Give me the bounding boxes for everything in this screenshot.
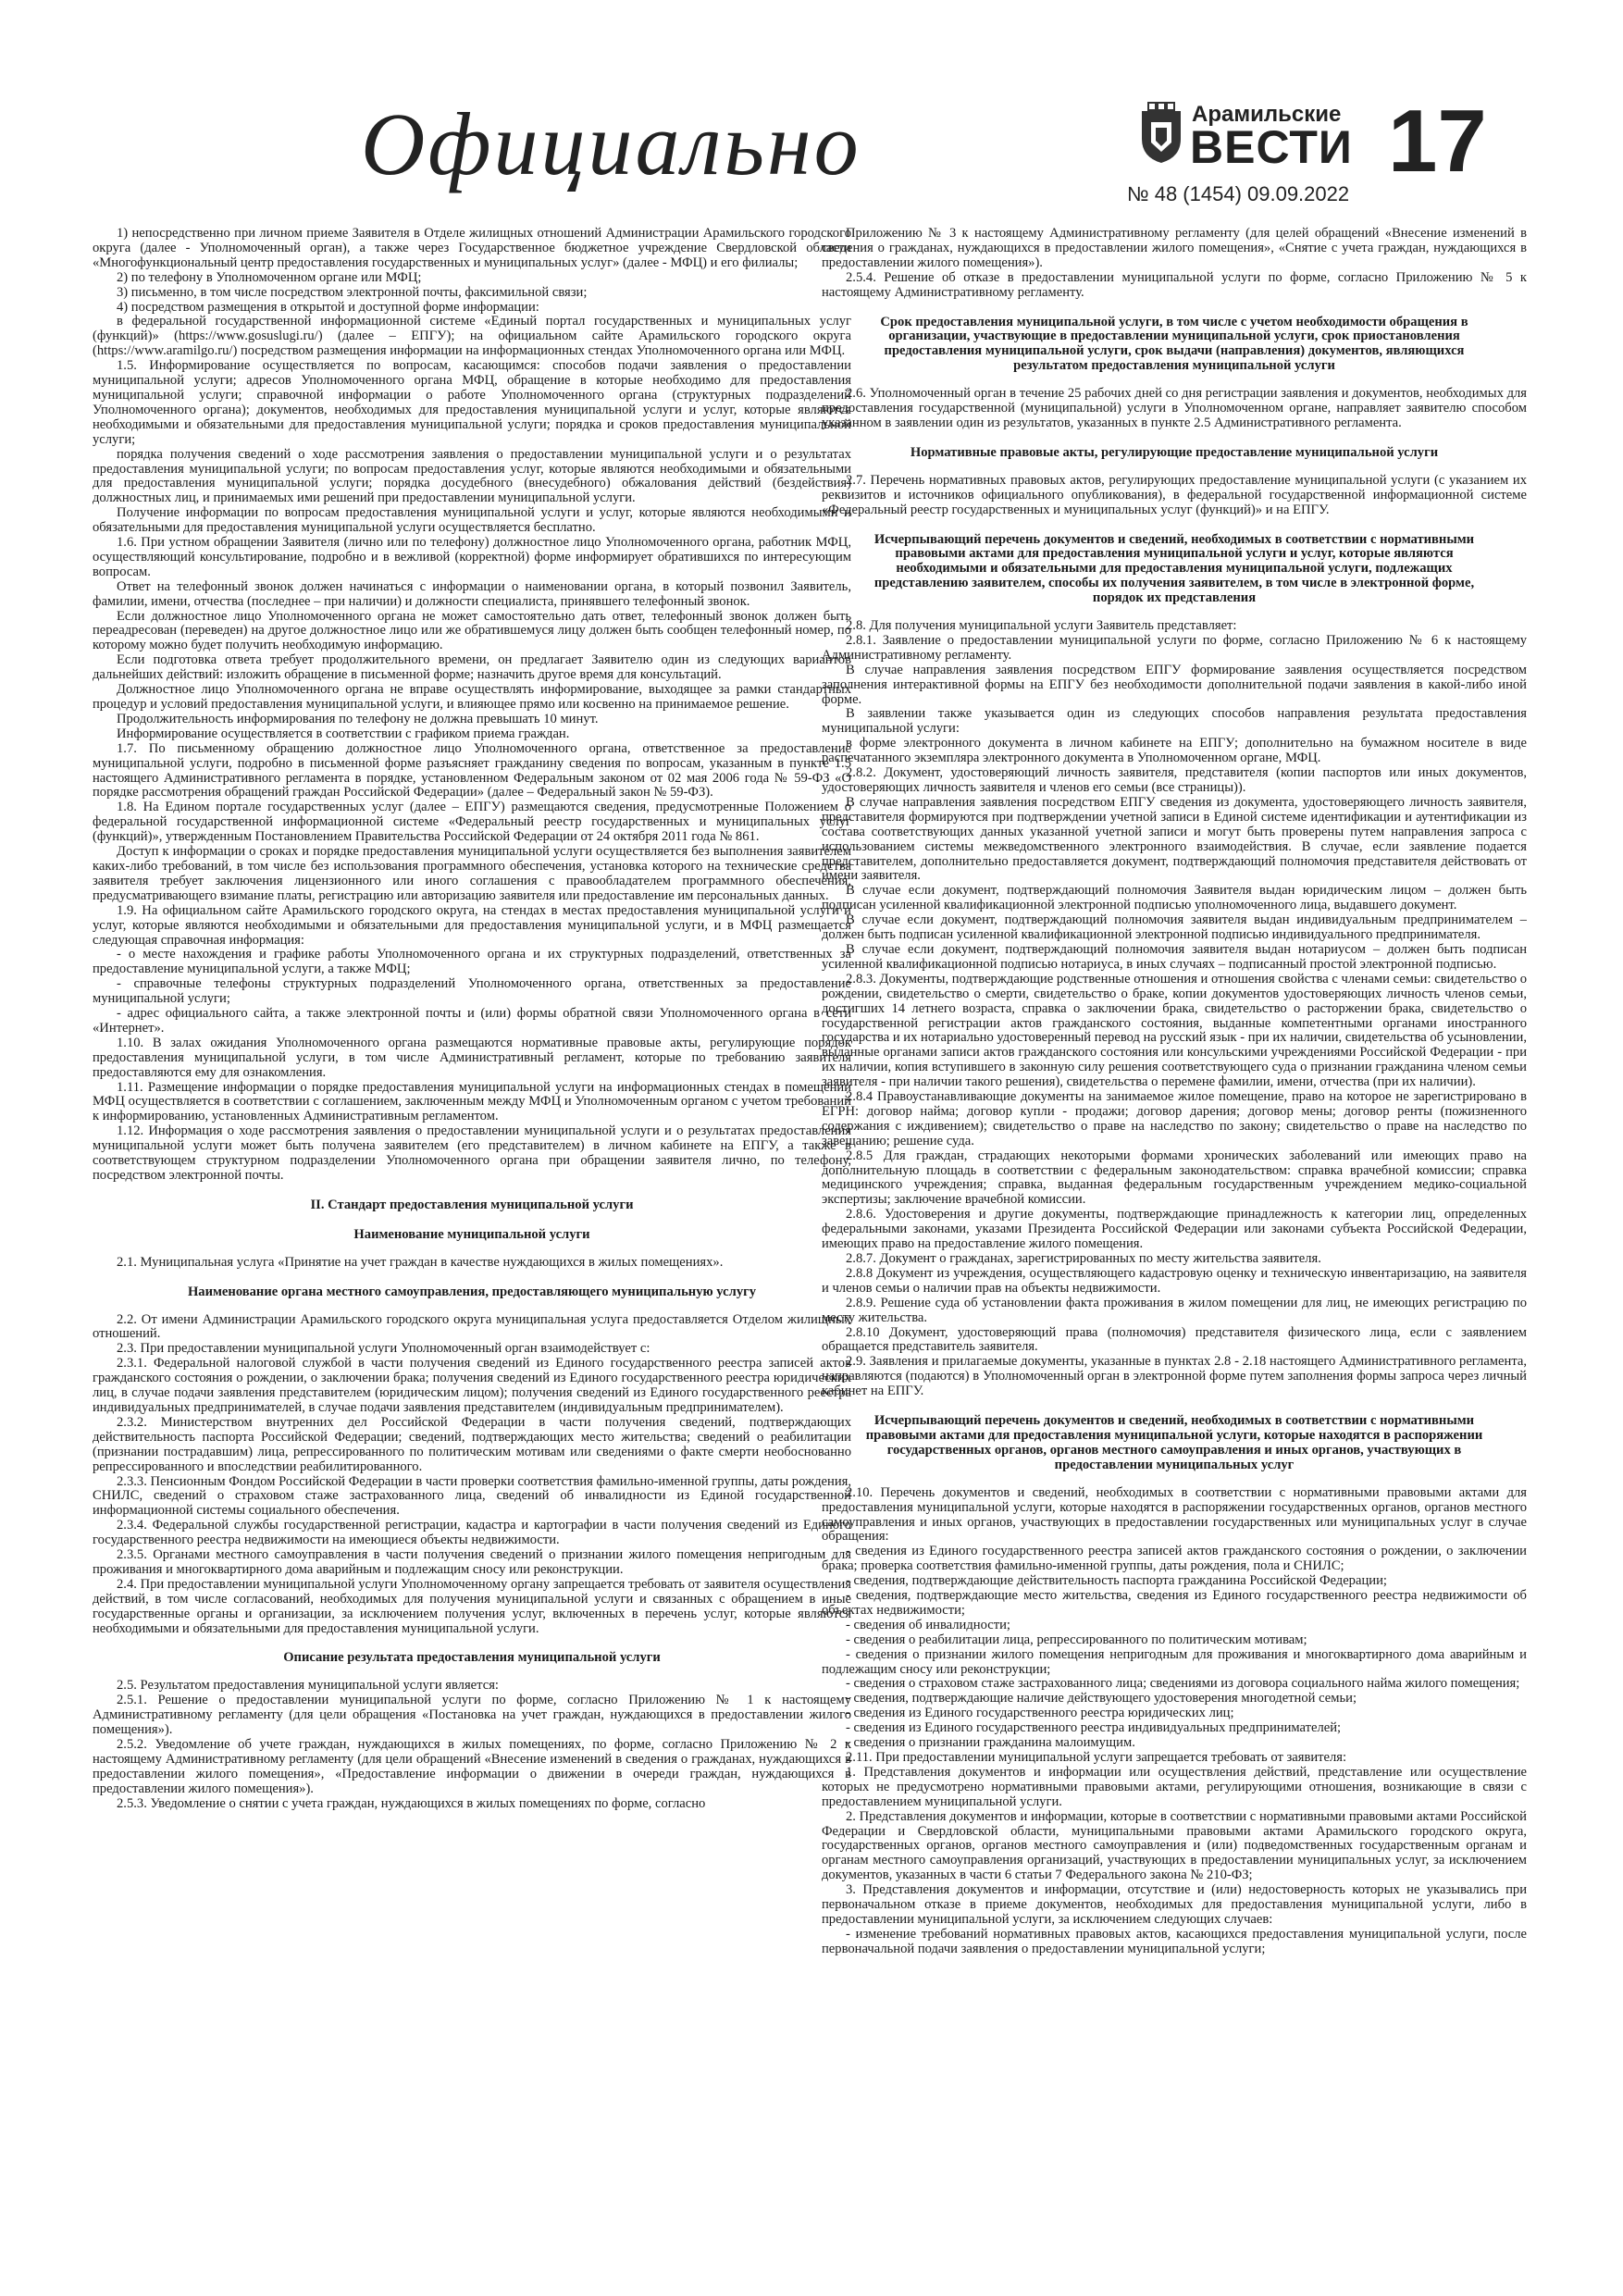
coat-of-arms-icon	[1138, 102, 1184, 165]
paragraph: - сведения из Единого государственного реестра индивидуальных предпринимателей;	[846, 1720, 1342, 1736]
section-heading: Срок предоставления муниципальной услуги, в том числе с учетом необходимости обращения в организации, участвующие в предоставлении муниципальной услуги, срок приостановления предоставления муниципальной услуги, срок выдачи (направления) документов, являющихся результатом предоставления муниципальной услуги	[880, 314, 1468, 374]
paragraph: 2.7. Перечень нормативных правовых актов, регулирующих предоставление муниципальной услуги (с указанием их реквизитов и источников официального опубликования), в федеральной государственной информационной системе «Федеральный реестр государственных и муниципальных услуг (функций)» и на ЕПГУ.	[822, 472, 1527, 517]
newspaper-logo	[1138, 102, 1360, 176]
paragraph: 1. Представления документов и информации или осуществления действий, представление или осуществление которых не предусмотрено нормативными правовыми актами, регулирующими отношения, возникающие в связи с предоставлением муниципальной услуги.	[822, 1764, 1527, 1809]
paragraph: - о месте нахождения и графике работы Уполномоченного органа и их структурных подразделений, ответственных за предоставление муниципальной услуги, а также МФЦ;	[93, 947, 851, 977]
paragraph: 2.3.2. Министерством внутренних дел Российской Федерации в части получения сведений, подтверждающих действительность паспорта Российской Федерации; сведений, подтверждающих место жительства; сведений о реабилитации (признании пострадавшим) лица, репрессированного по политическим мотивам или сведениями о факте смерти необоснованно репрессированного и впоследствии реабилитированного.	[93, 1414, 851, 1474]
paragraph: 2.8.2. Документ, удостоверяющий личность заявителя, представителя (копии паспортов или иных документов, удостоверяющих личность заявителя и членов его семьи (все страницы)).	[822, 765, 1527, 795]
paragraph: В случае если документ, подтверждающий полномочия Заявителя выдан юридическим лицом – должен быть подписан усиленной квалификационной электронной подписью уполномоченного лица, выдавшего документ.	[822, 883, 1527, 913]
paragraph: 1.6. При устном обращении Заявителя (лично или по телефону) должностное лицо Уполномоченного органа, работник МФЦ, осуществляющий консультирование, подробно и в вежливой (корректной) форме информирует обратившихся по интересующим вопросам.	[93, 535, 851, 579]
paragraph: 1.10. В залах ожидания Уполномоченного органа размещаются нормативные правовые акты, регулирующие порядок предоставления муниципальной услуги, в том числе Административный регламент, которые по требованию заявителя предоставляются ему для ознакомления.	[93, 1035, 851, 1080]
paragraph: 2.8. Для получения муниципальной услуги Заявитель представляет:	[846, 618, 1237, 634]
paragraph: 3. Представления документов и информации, отсутствие и (или) недостоверность которых не указывались при первоначальном отказе в приеме документов, необходимых для предоставления муниципальной услуги, либо в предоставлении муниципальной услуги, за исключением следующих случаев:	[822, 1882, 1527, 1927]
paragraph: - сведения о признании жилого помещения непригодным для проживания и многоквартирного дома аварийным и подлежащим сносу или реконструкции;	[822, 1646, 1527, 1677]
paragraph: 2.5.1. Решение о предоставлении муниципальной услуги по форме, согласно Приложению № 1 к настоящему Административному регламенту (для цели обращения «Постановка на учет граждан, нуждающихся в предоставлении жилого помещения»).	[93, 1693, 851, 1738]
paragraph: в федеральной государственной информационной системе «Единый портал государственных и муниципальных услуг (функций)» (https://www.gosuslugi.ru/) (далее – ЕПГУ); на официальном сайте Арамильского городского округа (https://www.aramilgo.ru/) посредством размещения информации на информационных стендах Уполномоченного органа или МФЦ.	[93, 314, 851, 359]
paragraph: - сведения, подтверждающие действительность паспорта гражданина Российской Федерации;	[846, 1573, 1387, 1589]
paragraph: 2.8.6. Удостоверения и другие документы, подтверждающие принадлежность к категории лиц, определенных федеральными законами, указами Президента Российской Федерации или законами субъекта Российской Федерации, имеющих право на предоставление жилого помещения.	[822, 1207, 1527, 1252]
paragraph: - адрес официального сайта, а также электронной почты и (или) формы обратной связи Уполномоченного органа в сети «Интернет».	[93, 1006, 851, 1036]
paragraph: 2.3.1. Федеральной налоговой службой в части получения сведений из Единого государственного реестра записей актов гражданского состояния о рождении, о заключении брака; получения сведений из Единого государственного реестра юридических лиц, в случае подачи заявления представителем (юридическим лицом); получения сведений из Единого государственного реестра индивидуальных предпринимателей, в случае подачи заявления представителем (индивидуальным предпринимателем).	[93, 1356, 851, 1415]
paragraph: В случае направления заявления посредством ЕПГУ формирование заявления осуществляется посредством заполнения интерактивной формы на ЕПГУ без необходимости дополнительной подачи заявления в какой-либо иной форме.	[822, 662, 1527, 707]
paragraph: - изменение требований нормативных правовых актов, касающихся предоставления муниципальной услуги, после первоначальной подачи заявления о предоставлении муниципальной услуги;	[822, 1926, 1527, 1956]
paragraph: - сведения, подтверждающие место жительства, сведения из Единого государственного реестра недвижимости об объектах недвижимости;	[822, 1588, 1527, 1618]
section-heading: Наименование муниципальной услуги	[353, 1226, 590, 1242]
paragraph: 2.8.4 Правоустанавливающие документы на занимаемое жилое помещение, право на которое не зарегистрировано в ЕГРН: договор найма; договор купли - продажи; договор дарения; договор мены; договор ренты (пожизненного содержания с иждивением); свидетельство о праве на наследство по закону; свидетельство о праве на наследство по завещанию; решение суда.	[822, 1089, 1527, 1148]
masthead	[0, 0, 1623, 217]
section-heading: Нормативные правовые акты, регулирующие предоставление муниципальной услуги	[910, 444, 1439, 460]
paragraph: 2.2. От имени Администрации Арамильского городского округа муниципальная услуга предоставляется Отделом жилищных отношений.	[93, 1311, 851, 1342]
paragraph: 2.4. При предоставлении муниципальной услуги Уполномоченному органу запрещается требовать от заявителя осуществления действий, в том числе согласований, необходимых для получения муниципальной услуги и связанных с обращением в иные государственные органы и организации, за исключением получения услуг, включенных в перечень услуг, которые являются необходимыми и обязательными для предоставления муниципальной услуги.	[93, 1576, 851, 1636]
right-text-column	[822, 227, 1527, 2263]
paragraph: Приложению № 3 к настоящему Административному регламенту (для целей обращений «Внесение изменений в сведения о гражданах, нуждающихся в предоставлении жилого помещения», «Снятие с учета граждан, нуждающихся в предоставлении жилого помещения»).	[822, 227, 1527, 270]
left-text-column	[93, 227, 851, 2263]
paragraph: 3) письменно, в том числе посредством электронной почты, факсимильной связи;	[117, 284, 588, 300]
paragraph: 2.8.3. Документы, подтверждающие родственные отношения и отношения свойства с членами семьи: свидетельство о рождении, свидетельство о смерти, свидетельство о браке, копии документов удостоверяющих личность членов семьи, достигших 14 летнего возраста, справка о заключении брака, свидетельство о расторжении брака, свидетельство о государственной регистрации актов гражданского состояния, выданные компетентными органами иностранного государства и их нотариально удостоверенный перевод на русский язык - при их наличии, свидетельства об усыновлении, выданные органами записи актов гражданского состояния или консульскими учреждениями Российской Федерации - при их наличии, копия вступившего в законную силу решения соответствующего суда о признании гражданина членом семьи заявителя - при наличии такого решения), свидетельства о перемене фамилии, имени, отчества (при их наличии).	[822, 971, 1527, 1090]
paragraph: Если должностное лицо Уполномоченного органа не может самостоятельно дать ответ, телефонный звонок должен быть переадресован (переведен) на другое должностное лицо или же обратившемуся лицу должен быть сообщен телефонный номер, по которому можно будет получить необходимую информацию.	[93, 608, 851, 653]
paragraph: порядка получения сведений о ходе рассмотрения заявления о предоставлении муниципальной услуги и о результатах предоставления муниципальной услуги; по вопросам предоставления услуг, которые являются необходимыми и обязательными для предоставления муниципальной услуги; порядка досудебного (внесудебного) обжалования действий (бездействия) должностных лиц, и принимаемых ими решений при предоставлении муниципальной услуги.	[93, 446, 851, 506]
paragraph: - сведения об инвалидности;	[846, 1617, 1010, 1632]
paragraph: 2.3. При предоставлении муниципальной услуги Уполномоченный орган взаимодействует с:	[117, 1341, 650, 1357]
paragraph: 1.11. Размещение информации о порядке предоставления муниципальной услуги на информационных стендах в помещении МФЦ осуществляется в соответствии с соглашением, заключенным между МФЦ и Уполномоченным органом с учетом требований к информированию, установленных Административным регламентом.	[93, 1079, 851, 1124]
paragraph: 2.6. Уполномоченный орган в течение 25 рабочих дней со дня регистрации заявления и документов, необходимых для предоставления государственной (муниципальной) услуги в Уполномоченном органе, направляет заявителю способом указанном в заявлении один из результатов, указанных в пункте 2.5 Административного регламента.	[822, 386, 1527, 430]
paragraph: 1) непосредственно при личном приеме Заявителя в Отделе жилищных отношений Администрации Арамильского городского округа (далее - Уполномоченный орган), а также через Государственное бюджетное учреждение Свердловской области «Многофункциональный центр предоставления государственных и муниципальных услуг» (далее - МФЦ) и его филиалы;	[93, 227, 851, 270]
section-title: Официально	[361, 94, 861, 193]
paragraph: В случае если документ, подтверждающий полномочия заявителя выдан индивидуальным предпринимателем – должен быть подписан усиленной квалификационной электронной подписью индивидуального предпринимателя.	[822, 912, 1527, 943]
paragraph: 1.9. На официальном сайте Арамильского городского округа, на стендах в местах предоставления муниципальной услуги и услуг, которые являются необходимыми и обязательными для предоставления муниципальной услуги, и в МФЦ размещается следующая справочная информация:	[93, 902, 851, 948]
paragraph: 2.3.5. Органами местного самоуправления в части получения сведений о признании жилого помещения непригодным для проживания и многоквартирного дома аварийным и подлежащим сносу или реконструкции.	[93, 1547, 851, 1577]
section-heading: II. Стандарт предоставления муниципальной услуги	[310, 1197, 634, 1212]
paragraph: 1.12. Информация о ходе рассмотрения заявления о предоставлении муниципальной услуги и о результатах предоставления муниципальной услуги может быть получена заявителем (его представителем) в личном кабинете на ЕПГУ, а также в соответствующем структурном подразделении Уполномоченного органа при обращении заявителя лично, по телефону, посредством электронной почты.	[93, 1123, 851, 1183]
paragraph: 2.5. Результатом предоставления муниципальной услуги является:	[117, 1678, 499, 1694]
paragraph: - сведения, подтверждающие наличие действующего удостоверения многодетной семьи;	[846, 1691, 1357, 1706]
paragraph: - сведения из Единого государственного реестра записей актов гражданского состояния о рождении, о заключении брака; проверка соответствия фамильно-именной группы, даты рождения, пола и СНИЛС;	[822, 1544, 1527, 1574]
paragraph: Информирование осуществляется в соответствии с графиком приема граждан.	[117, 726, 570, 741]
paragraph: В заявлении также указывается один из следующих способов направления результата предоставления муниципальной услуги:	[822, 706, 1527, 737]
page-number: 17	[1388, 92, 1487, 191]
paragraph: В случае если документ, подтверждающий полномочия заявителя выдан нотариусом – должен быть подписан усиленной квалификационной подписью нотариуса, в иных случаях – подписанный простой электронной подписью.	[822, 941, 1527, 972]
logo-subtitle: Арамильские	[1192, 102, 1342, 127]
paragraph: 1.8. На Едином портале государственных услуг (далее – ЕПГУ) размещаются сведения, предусмотренные Положением о федеральной государственной информационной системе «Федеральный реестр государственных и муниципальных услуг (функций)», утвержденным Постановлением Правительства Российской Федерации от 24 октября 2011 года № 861.	[93, 800, 851, 845]
paragraph: Ответ на телефонный звонок должен начинаться с информации о наименовании органа, в который позвонил Заявитель, фамилии, имени, отчества (последнее – при наличии) и должности специалиста, принявшего телефонный звонок.	[93, 578, 851, 609]
paragraph: 2.5.3. Уведомление о снятии с учета граждан, нуждающихся в жилых помещениях по форме, согласно	[117, 1795, 706, 1811]
paragraph: 4) посредством размещения в открытой и доступной форме информации:	[117, 299, 539, 315]
paragraph: Получение информации по вопросам предоставления муниципальной услуги и услуг, которые являются необходимыми и обязательными для предоставления муниципальной услуги осуществляется бесплатно.	[93, 505, 851, 536]
paragraph: Если подготовка ответа требует продолжительного времени, он предлагает Заявителю один из следующих вариантов дальнейших действий: изложить обращение в письменной форме; назначить другое время для консультаций.	[93, 652, 851, 683]
section-heading: Описание результата предоставления муниципальной услуги	[283, 1650, 661, 1666]
section-heading: Исчерпывающий перечень документов и сведений, необходимых в соответствии с нормативными правовыми актами для предоставления муниципальной услуги и услуг, которые являются необходимыми и обязательными для предоставления муниципальной услуги, подлежащих представлению заявителем, способы их получения заявителем, в том числе в электронной форме, порядок их представления	[873, 531, 1475, 606]
paragraph: 2) по телефону в Уполномоченном органе или МФЦ;	[117, 269, 422, 285]
paragraph: В случае направления заявления посредством ЕПГУ сведения из документа, удостоверяющего личность заявителя, представителя формируются при подтверждении учетной записи в Единой системе идентификации и аутентификации из состава соответствующих данных указанной учетной записи и могут быть проверены путем направления запроса с использованием системы межведомственного электронного взаимодействия. В случае, если заявление подается представителем, дополнительно предоставляется документ, подтверждающий полномочия представителя действовать от имени заявителя.	[822, 794, 1527, 884]
paragraph: 2.1. Муниципальная услуга «Принятие на учет граждан в качестве нуждающихся в жилых помещениях».	[117, 1254, 724, 1270]
paragraph: 2.5.2. Уведомление об учете граждан, нуждающихся в жилых помещениях, по форме, согласно Приложению № 2 к настоящему Административному регламенту (для цели обращений «Внесение изменений в сведения о гражданах, нуждающихся в предоставлении жилого помещения», «Предоставление информации о движении в очереди граждан, нуждающихся в предоставлении жилого помещения»).	[93, 1737, 851, 1796]
paragraph: Продолжительность информирования по телефону не должна превышать 10 минут.	[117, 711, 599, 726]
paragraph: 2.3.3. Пенсионным Фондом Российской Федерации в части проверки соответствия фамильно-именной группы, даты рождения, СНИЛС, сведений о страховом стаже застрахованного лица, сведений об инвалидности из Единой государственной информационной системы социального обеспечения.	[93, 1473, 851, 1519]
paragraph: 2.8.10 Документ, удостоверяющий права (полномочия) представителя физического лица, если с заявлением обращается представитель заявителя.	[822, 1324, 1527, 1355]
paragraph: - сведения о страховом стаже застрахованного лица; сведениями из договора социального найма жилого помещения;	[846, 1676, 1520, 1692]
logo-wordmark: ВЕСТИ	[1190, 121, 1353, 173]
paragraph: 2.8.5 Для граждан, страдающих некоторыми формами хронических заболеваний или имеющих право на дополнительную площадь в соответствии с федеральным законодательством: справка врачебной комиссии; справка медицинского учреждения; справка, выданная федеральным государственным учреждением медико-социальной экспертизы; заключение врачебной комиссии.	[822, 1148, 1527, 1208]
paragraph: Доступ к информации о сроках и порядке предоставления муниципальной услуги осуществляется без выполнения заявителем каких-либо требований, в том числе без использования программного обеспечения, установка которого на технические средства заявителя требует заключения лицензионного или иного соглашения с правообладателем программного обеспечения, предусматривающего взимание платы, регистрацию или авторизацию заявителя или предоставление им персональных данных.	[93, 844, 851, 903]
paragraph: в форме электронного документа в личном кабинете на ЕПГУ; дополнительно на бумажном носителе в виде распечатанного экземпляра электронного документа в Уполномоченном органе, МФЦ.	[822, 736, 1527, 766]
section-heading: Исчерпывающий перечень документов и сведений, необходимых в соответствии с нормативными правовыми актами для предоставления муниципальной услуги, которые находятся в распоряжении государственных органов, органов местного самоуправления и иных органов, участвующих в предоставлении муниципальных услуг	[865, 1413, 1483, 1472]
paragraph: 2.8.9. Решение суда об установлении факта проживания в жилом помещении для лиц, не имеющих регистрацию по месту жительства.	[822, 1295, 1527, 1325]
paragraph: 2.3.4. Федеральной службы государственной регистрации, кадастра и картографии в части получения сведений из Единого государственного реестра недвижимости на имеющиеся объекты недвижимости.	[93, 1518, 851, 1548]
section-heading: Наименование органа местного самоуправления, предоставляющего муниципальную услугу	[187, 1284, 757, 1299]
paragraph: - сведения о реабилитации лица, репрессированного по политическим мотивам;	[846, 1632, 1307, 1647]
paragraph: 2.9. Заявления и прилагаемые документы, указанные в пунктах 2.8 - 2.18 настоящего Административного регламента, направляются (подаются) в Уполномоченный орган в электронной форме путем заполнения формы запроса через личный кабинет на ЕПГУ.	[822, 1354, 1527, 1399]
paragraph: 2.11. При предоставлении муниципальной услуги запрещается требовать от заявителя:	[846, 1750, 1347, 1765]
paragraph: - сведения о признании гражданина малоимущим.	[846, 1735, 1135, 1751]
paragraph: 2.5.4. Решение об отказе в предоставлении муниципальной услуги по форме, согласно Приложению № 5 к настоящему Административному регламенту.	[822, 269, 1527, 300]
paragraph: 2. Представления документов и информации, которые в соответствии с нормативными правовыми актами Российской Федерации и Свердловской области, муниципальными правовыми актами Арамильского городского округа, государственных органов, органов местного самоуправления и (или) подведомственных государственным органам и органам местного самоуправления организаций, участвующих в предоставлении муниципальных услуг, за исключением документов, указанных в части 6 статьи 7 Федерального закона № 210-ФЗ;	[822, 1808, 1527, 1883]
paragraph: 2.10. Перечень документов и сведений, необходимых в соответствии с нормативными правовыми актами для предоставления муниципальной услуги, которые находятся в распоряжении государственных органов, органов местного самоуправления и иных органов, участвующих в предоставлении государственных или муниципальных услуг в случае обращения:	[822, 1484, 1527, 1545]
paragraph: - сведения из Единого государственного реестра юридических лиц;	[846, 1706, 1234, 1721]
paragraph: Должностное лицо Уполномоченного органа не вправе осуществлять информирование, выходящее за рамки стандартных процедур и условий предоставления муниципальной услуги, и влияющее прямо или косвенно на принимаемое решение.	[93, 682, 851, 712]
paragraph: - справочные телефоны структурных подразделений Уполномоченного органа, ответственных за предоставление муниципальной услуги;	[93, 976, 851, 1007]
paragraph: 2.8.7. Документ о гражданах, зарегистрированных по месту жительства заявителя.	[846, 1251, 1321, 1266]
paragraph: 1.5. Информирование осуществляется по вопросам, касающимся: способов подачи заявления о предоставлении муниципальной услуги; адресов Уполномоченного органа МФЦ, обращение в которые необходимо для предоставления муниципальной услуги; справочной информации о работе Уполномоченного органа (структурных подразделений Уполномоченного органа); документов, необходимых для предоставления муниципальной услуги и услуг, которые являются необходимыми и обязательными для предоставления муниципальной услуги; порядка и сроков предоставления муниципальной услуги;	[93, 358, 851, 447]
paragraph: 1.7. По письменному обращению должностное лицо Уполномоченного органа, ответственное за предоставление муниципальной услуги, подробно в письменной форме разъясняет гражданину сведения по вопросам, указанным в пункте 1.5 настоящего Административного регламента в порядке, установленном Федеральным законом от 02 мая 2006 года № 59-ФЗ «О порядке рассмотрения обращений граждан Российской Федерации» (далее – Федеральный закон № 59-ФЗ).	[93, 740, 851, 800]
paragraph: 2.8.1. Заявление о предоставлении муниципальной услуги по форме, согласно Приложению № 6 к настоящему Административному регламенту.	[822, 632, 1527, 663]
paragraph: 2.8.8 Документ из учреждения, осуществляющего кадастровую оценку и техническую инвентаризацию, на заявителя и членов семьи о наличии прав на объекты недвижимости.	[822, 1265, 1527, 1296]
issue-number-date: № 48 (1454) 09.09.2022	[1127, 182, 1350, 205]
